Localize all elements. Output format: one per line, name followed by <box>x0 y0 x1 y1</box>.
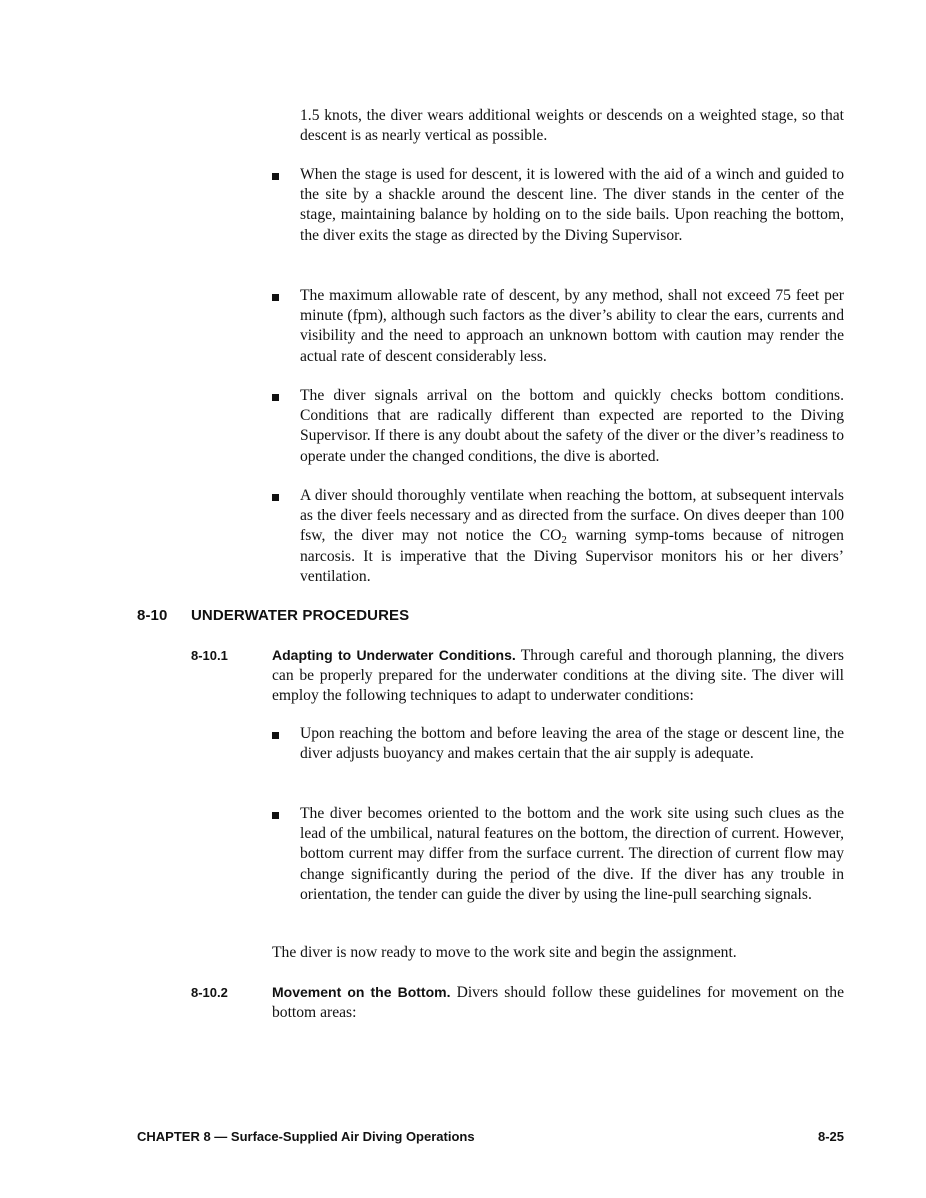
footer-chapter: CHAPTER 8 — Surface-Supplied Air Diving Operations <box>137 1129 475 1144</box>
continuation-paragraph: 1.5 knots, the diver wears additional weights or descends on a weighted stage, so that descent is as nearly vertical as possible. <box>300 107 844 145</box>
bullet-marker <box>272 173 279 180</box>
bullet-marker <box>272 494 279 501</box>
bullet-item-descent-rate: The maximum allowable rate of descent, by any method, shall not exceed 75 feet per minute (fpm), although such factors as the diver’s ability to clear the ears, currents and visibility and the need to approach an unknown bottom with caution may render the actual rate of descent considerably less. <box>300 287 844 365</box>
bullet-marker <box>272 812 279 819</box>
closing-paragraph: The diver is now ready to move to the work site and begin the assignment. <box>272 944 737 961</box>
subsection-paragraph-8-10-2: Movement on the Bottom. Divers should follow these guidelines for movement on the bottom areas: <box>272 984 845 1022</box>
bullet-marker <box>272 294 279 301</box>
subsection-title: Adapting to Underwater Conditions. <box>272 647 516 663</box>
subsection-title: Movement on the Bottom. <box>272 984 451 1000</box>
subsection-number-8-10-2: 8-10.2 <box>191 985 228 1000</box>
subsection-number-8-10-1: 8-10.1 <box>191 648 228 663</box>
bullet-marker <box>272 394 279 401</box>
section-title: UNDERWATER PROCEDURES <box>191 607 410 624</box>
bullet-item-stage-descent: When the stage is used for descent, it is lowered with the aid of a winch and guided to the site by a shackle around the descent line. The diver stands in the center of the stage, maintaining balance by holding on to the side bails. Upon reaching the bottom, the diver exits the stage as directed by the Diving Supervisor. <box>300 166 844 244</box>
subsection-paragraph-8-10-1: Adapting to Underwater Conditions. Through careful and thorough planning, the divers can be properly prepared for the underwater conditions at the diving site. The diver will employ the following techniques to adapt to underwater conditions: <box>272 647 844 705</box>
bullet-marker <box>272 732 279 739</box>
page-number: 8-25 <box>817 1129 844 1144</box>
bullet-item-orientation: The diver becomes oriented to the bottom and the work site using such clues as the lead of the umbilical, natural features on the bottom, the direction of current. However, bottom current may differ from the surface current. The direction of current flow may change significantly during the period of the dive. If the diver has any trouble in orientation, the tender can guide the diver by using the line-pull searching signals. <box>300 805 844 903</box>
section-number: 8-10 <box>137 607 168 624</box>
bullet-item-buoyancy: Upon reaching the bottom and before leaving the area of the stage or descent line, the diver adjusts buoyancy and makes certain that the air supply is adequate. <box>300 725 844 763</box>
bullet-item-ventilation: A diver should thoroughly ventilate when reaching the bottom, at subsequent intervals as the diver feels necessary and as directed from the surface. On dives deeper than 100 fsw, the diver may not notice the $CO_2$ warning symp-toms because of nitrogen narcosis. It is imperative that the Diving Supervisor monitors his or her divers’ ventilation. <box>300 487 844 585</box>
bullet-item-arrival-bottom: The diver signals arrival on the bottom and quickly checks bottom conditions. Conditions that are radically different than expected are reported to the Diving Supervisor. If there is any doubt about the safety of the diver or the diver’s readiness to operate under the changed conditions, the dive is aborted. <box>300 387 844 465</box>
